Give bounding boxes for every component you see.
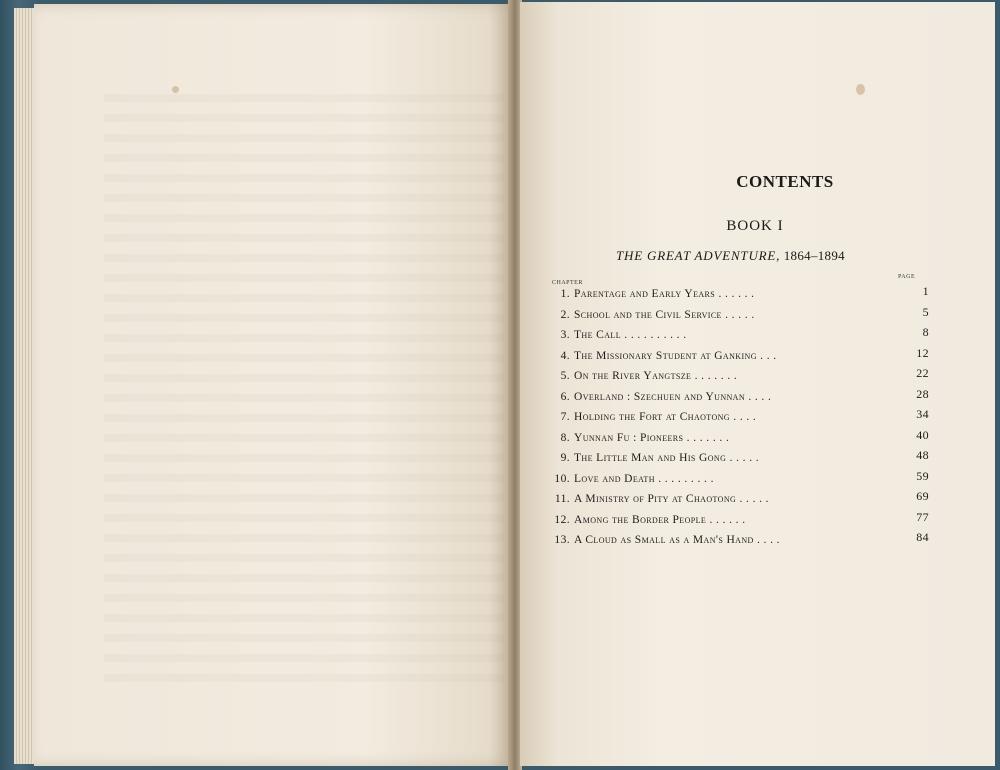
toc-chapter-number: 2. xyxy=(560,308,570,321)
toc-chapter-title: The Call . . . . . . . . . . xyxy=(574,329,687,341)
page-column-label: PAGE xyxy=(898,274,916,280)
toc-page-number: 12 xyxy=(916,345,929,360)
toc-entry xyxy=(554,509,929,531)
toc-chapter-number: 9. xyxy=(560,452,570,464)
toc-chapter-number: 12. xyxy=(554,513,570,526)
toc-entry xyxy=(554,304,929,326)
book-subtitle-years: 1864–1894 xyxy=(783,248,845,263)
toc-page-number: 77 xyxy=(916,509,929,524)
toc-page-number: 34 xyxy=(916,407,929,421)
toc-page-number: 59 xyxy=(916,468,929,483)
toc-chapter-number: 1. xyxy=(560,288,570,300)
toc-chapter-number: 6. xyxy=(560,390,570,403)
toc-entry xyxy=(554,530,929,551)
toc-chapter-title: The Little Man and His Gong . . . . . xyxy=(574,452,760,464)
show-through-text xyxy=(104,94,504,694)
toc-chapter-number: 5. xyxy=(560,370,570,382)
left-page xyxy=(34,4,512,766)
toc-chapter-number: 11. xyxy=(554,493,570,505)
chapter-column-label: CHAPTER xyxy=(552,280,583,286)
toc-entry xyxy=(554,345,929,367)
toc-chapter-title: Yunnan Fu : Pioneers . . . . . . . xyxy=(574,431,730,444)
book-subtitle-text: THE GREAT ADVENTURE, xyxy=(616,248,781,263)
book-heading: BOOK I xyxy=(726,218,784,234)
toc-chapter-number: 8. xyxy=(560,431,570,444)
toc-entry xyxy=(554,366,929,387)
toc-page-number: 84 xyxy=(916,530,929,544)
toc-entry xyxy=(554,325,929,346)
toc-chapter-number: 10. xyxy=(554,472,570,485)
toc-chapter-title: The Missionary Student at Ganking . . . xyxy=(574,349,777,362)
toc-page-number: 28 xyxy=(916,386,929,401)
foxing-spot xyxy=(856,84,865,95)
toc-chapter-title: A Cloud as Small as a Man's Hand . . . . xyxy=(574,534,780,546)
toc-chapter-title: On the River Yangtsze . . . . . . . xyxy=(574,370,738,382)
toc-chapter-title: Love and Death . . . . . . . . . xyxy=(574,472,714,485)
toc-chapter-title: School and the Civil Service . . . . . xyxy=(574,308,755,321)
toc-chapter-number: 13. xyxy=(554,534,570,546)
toc-page-number: 48 xyxy=(916,448,929,462)
toc-entry xyxy=(554,407,929,428)
toc-page-number: 22 xyxy=(916,366,929,380)
toc-page-number: 69 xyxy=(916,489,929,503)
toc-list xyxy=(554,284,929,551)
toc-entry xyxy=(554,489,929,510)
toc-entry xyxy=(554,448,929,469)
foxing-spot xyxy=(172,86,179,93)
toc-entry xyxy=(554,427,929,449)
toc-chapter-number: 4. xyxy=(560,349,570,362)
toc-entry xyxy=(554,386,929,408)
contents-heading: CONTENTS xyxy=(736,172,834,191)
toc-chapter-title: A Ministry of Pity at Chaotong . . . . . xyxy=(574,493,769,505)
toc-chapter-title: Among the Border People . . . . . . xyxy=(574,513,746,526)
right-page xyxy=(520,2,995,766)
toc-chapter-title: Parentage and Early Years . . . . . . xyxy=(574,288,755,300)
toc-entry xyxy=(554,468,929,490)
book-subtitle xyxy=(616,248,996,264)
toc-chapter-title: Holding the Fort at Chaotong . . . . xyxy=(574,411,757,423)
toc-chapter-number: 7. xyxy=(560,411,570,423)
toc-entry xyxy=(554,284,929,305)
toc-page-number: 40 xyxy=(916,427,929,442)
toc-page-number: 5 xyxy=(922,304,929,319)
toc-chapter-number: 3. xyxy=(560,329,570,341)
toc-page-number: 8 xyxy=(922,325,929,339)
toc-page-number: 1 xyxy=(922,284,929,298)
toc-chapter-title: Overland : Szechuen and Yunnan . . . . xyxy=(574,390,772,403)
